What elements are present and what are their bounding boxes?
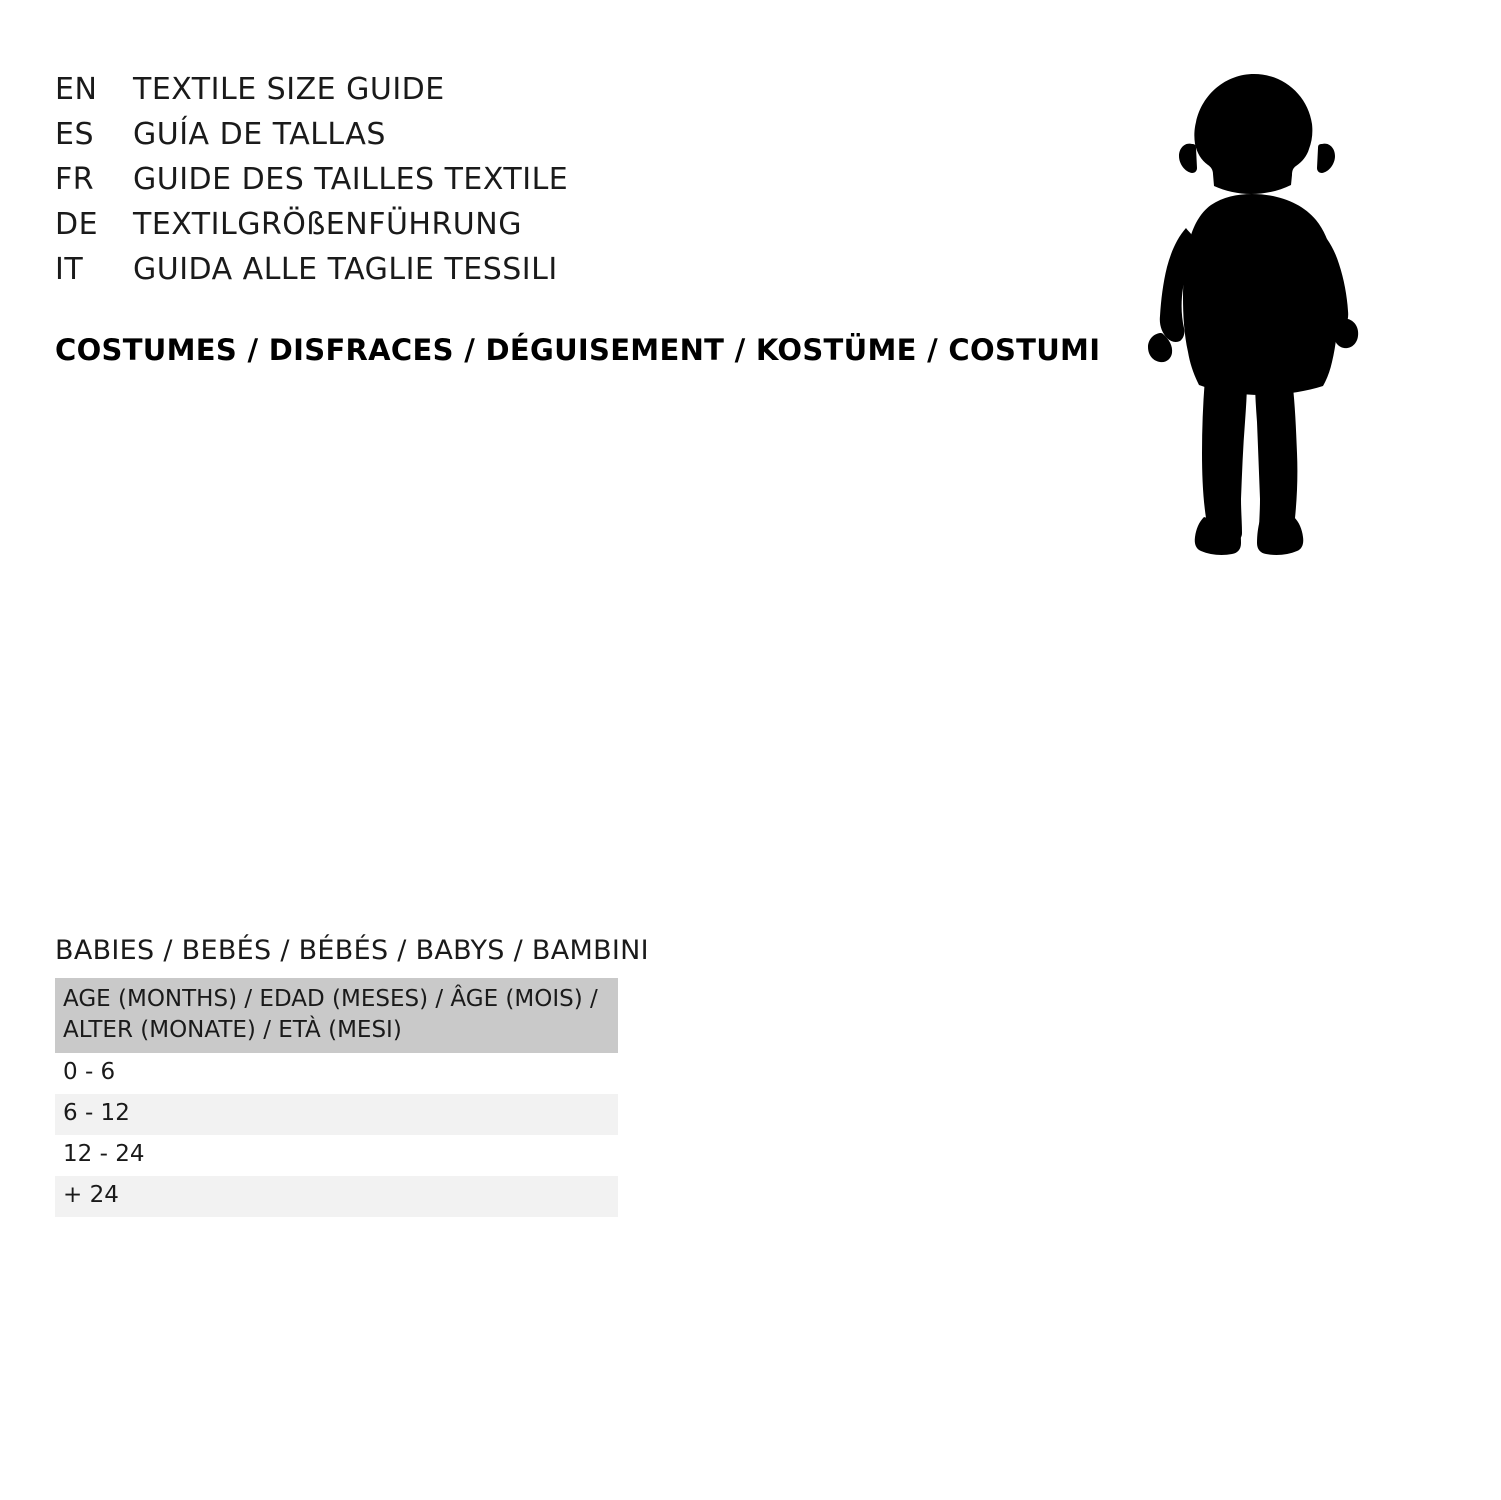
table-header-row bbox=[55, 978, 618, 1053]
table-cell-age: 0 - 6 bbox=[55, 1053, 618, 1094]
language-text-fr: GUIDE DES TAILLES TEXTILE bbox=[133, 162, 569, 197]
size-table-section bbox=[55, 935, 649, 1217]
table-row bbox=[55, 1135, 618, 1176]
toddler-silhouette-icon bbox=[1100, 60, 1380, 560]
table-cell-age: + 24 bbox=[55, 1176, 618, 1217]
language-row-en bbox=[55, 72, 1055, 117]
language-code-en: EN bbox=[55, 72, 98, 107]
language-code-fr: FR bbox=[55, 162, 95, 197]
language-code-de: DE bbox=[55, 207, 99, 242]
language-row-de bbox=[55, 207, 1055, 252]
table-row bbox=[55, 1176, 618, 1217]
language-text-de: TEXTILGRÖßENFÜHRUNG bbox=[133, 207, 522, 242]
language-row-es bbox=[55, 117, 1055, 162]
language-text-it: GUIDA ALLE TAGLIE TESSILI bbox=[133, 252, 558, 287]
category-title: COSTUMES / DISFRACES / DÉGUISEMENT / KOSTÜME / COSTUMI bbox=[55, 333, 1101, 367]
language-code-es: ES bbox=[55, 117, 94, 152]
table-row bbox=[55, 1053, 618, 1094]
size-table bbox=[55, 978, 618, 1217]
table-column-header-age: AGE (MONTHS) / EDAD (MESES) / ÂGE (MOIS) / ALTER (MONATE) / ETÀ (MESI) bbox=[55, 978, 618, 1053]
table-cell-age: 12 - 24 bbox=[55, 1135, 618, 1176]
table-cell-age: 6 - 12 bbox=[55, 1094, 618, 1135]
language-text-es: GUÍA DE TALLAS bbox=[133, 117, 386, 152]
table-caption: BABIES / BEBÉS / BÉBÉS / BABYS / BAMBINI bbox=[55, 935, 649, 966]
language-text-en: TEXTILE SIZE GUIDE bbox=[133, 72, 445, 107]
language-code-it: IT bbox=[55, 252, 84, 287]
table-row bbox=[55, 1094, 618, 1135]
language-row-fr bbox=[55, 162, 1055, 207]
language-header-block bbox=[55, 72, 1055, 297]
language-row-it bbox=[55, 252, 1055, 297]
